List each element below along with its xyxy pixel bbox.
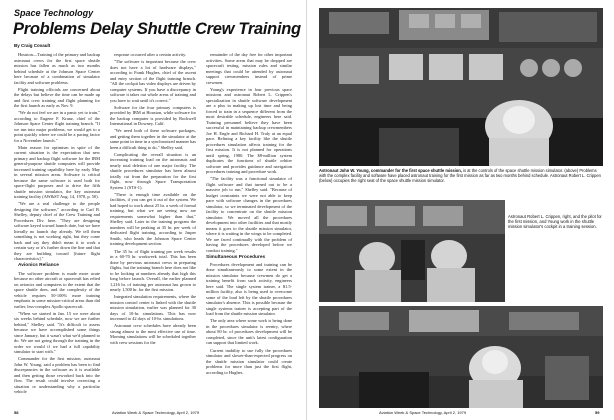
article-column-3 [206,52,292,397]
page-footer: Aviation Week & Space Technology, April 2, 1979 [379,410,467,415]
caption-lead: Astronaut John W. Young, commander for the first space shuttle mission, [319,168,462,173]
paragraph: response occurred after a certain activity. [114,52,187,57]
paragraph: "When we started in Jan. 15 we were about six weeks behind schedule, now we are further behind," Shelley said. "It's difficult to assess because we have accomplished some things since January, but it wasn't what we'd planned to do. We are not going through the training in the order we would if we had a full capability simulator to start with." [14,310,100,355]
caption-body: is at the controls of the space shuttle mission simulator. (above) Problems with the complex facility and software have placed astronaut training for the first mission as far as two months behind schedule. Astronaut Robert L. Crippen (below) occupies the right seat of the space shuttle mission simulator. [319,168,601,184]
paragraph: Astronaut crew schedules have already been strung almost to the most effective use of time. Morning simulations will be scheduled together with crew sessions for the [110,323,196,345]
paragraph: Current inability to use fully the procedures simulator and slower-than-expected progress on the shuttle mission simulator could create problems for more than just the first flight, according to Hughes. [206,347,292,375]
paragraph: Young's experience in four previous space missions and astronaut Robert L. Crippen's specialization in shuttle software development are a plus in making up lost time and being forced to train in a sequence different from the most desirable schedule, engineers here said. Training personnel believe they have been successful in maintaining backup crewmembers Joe H. Engle and Richard H. Truly at an equal pace. Refining a key facility like the shuttle procedures simulation affects training for the first mission. It is not planned for operations until spring, 1980. The $8-million system duplicates the functions of shuttle orbiter software and provides guidance and navigation procedures training and procedure work. [206,86,292,175]
paragraph: Integrated simulation requirements, where the mission control center is linked with the shuttle mission simulation, earlier was planned for 30 days of 10-hr. simulations. This has now increased to 42 days of 10-hr. simulations. [110,294,196,322]
subhead: Simultaneous Procedures [206,254,266,260]
paragraph: Procedures development and training can be done simultaneously to some extent in the mission simulator because crewmen do get a training benefit from such activity, engineers here said. The single system trainer, a $1.5-million facility, also is being used to overcome some of the load left by the shuttle procedures simulator's absence. This is possible because the single systems trainer is accepting part of the load from the shuttle mission simulator. [206,261,292,317]
paragraph: "We do not feel we are in a panic yet to train," according to Eugene F. Kranz, chief of the Johnson Space Center flight training branch. "If we run into major problems, we would get to a point quickly where we could be a pacing factor for a November launch." [14,110,100,143]
paragraph: Flight training officials are concerned about the delays but believe the time can be made up and first crew training and flight planning for the first launch as early as Nov. 9. [14,86,100,109]
paragraph: "There is enough time available on the facilities, if you can get it out of the system. We had hoped to work about 25 hr. a week of formal training, but what we are seeing now are requirements somewhat higher than that," Shelley said. Later in the training program the numbers will be peaking at 35 hr. per week of dedicated flight training, according to Jasper Smith, who heads the Johnson Space Center training development section. [110,191,196,247]
cockpit-photo-illustration [319,8,603,166]
paragraph: Commander for the first mission, astronaut John W. Young, said a problem has been to find discrepancies in the software as it is available and then getting those reworked back into the flow. The result could involve correcting a situation or understanding why a particular vehicle [14,356,100,395]
paragraph: "The software is important because the crew does not have a lot of hardware displays," according to Frank Hughes, chief of the ascent and entry section of the flight training branch. "All the cockpit has video displays are driven by computer systems. If you have a discrepancy in software it takes out whole areas of training and you have to wait until it's correct." [110,59,196,103]
main-photo-caption [319,168,603,183]
paragraph: Main reason for optimism in spite of the current situation is the expectation that new primary and backup flight software for the IBM general-purpose shuttle computers will provide increased training capability here by early May in several mission areas. Software is critical because the same software is used both for space-flight purposes and to drive the fifth shuttle mission simulator, the key astronaut training facility (AW&ST Aug. 14, 1978, p. 50). [14,144,100,200]
paragraph: Complicating the overall situation is an increasing training load on the astronauts and nearly total deletion of one major facility. The shuttle procedures simulator has been almost totally cut from the preparation for the first flight, now through Space Transportation System 1 (STS-1). [110,151,196,190]
paragraph: Software for the four primary computers is provided by IBM at Houston, while software for the backup computer is provided by Rockwell International in Downey, Calif. [110,104,196,127]
paragraph: remainder of the day free for other important activities. Some areas that may be dropped are spacecraft testing, mission rules and similar meetings that could be attended by astronaut support crewmembers instead of prime crewmen. [206,52,292,85]
page-footer: Aviation Week & Space Technology, April 2, 1979 [112,410,200,415]
simulator-photo [319,306,603,408]
paragraph: The only area where some work is being done in the procedures simulator is reentry, where about 80 hr. of procedures development will be completed, since the unit's latest configuration can support that limited work. [206,318,292,346]
paragraph: The 35 hr. of flight training per week results in a 60-70 hr. workweek total. This has been done by previous astronaut crews in preparing flights, but the training branch here does not like to be looking at numbers already that high this long before launch. Overall, the earlier planned 1,216 hr. of training per astronaut has grown to nearly 1,500 hr. for the first mission. [110,248,196,293]
cockpit-photo [319,8,603,166]
simulator-photo-illustration [319,306,603,408]
section-label: Space Technology [14,8,94,18]
article-column-1 [14,52,100,397]
astronauts-photo [319,200,505,302]
article-column-2 [110,52,196,397]
paragraph: "The facility was a functional simulator of flight software and that turned out to be a massive job to run," Shelley said. "Because of budget constraints we were not able to keep pace with software changes in the procedures simulator, so we terminated development of the facility to concentrate on the shuttle mission simulator. We moved all the procedures development into other facilities and that mostly means it goes to the shuttle mission simulator, where it is waiting in the wings to be completed. We are faced continually with the problem of having the procedures developed before we conduct training." [206,176,292,253]
headline: Problems Delay Shuttle Crew Training [13,20,301,38]
paragraph: "We need both of these software packages, and getting them together in the simulator at the same point in time in a synchronized manner has been a difficult thing to do," Shelley said. [110,128,196,150]
page-number: 58 [14,410,19,415]
paragraph: The software problem is made more acute because no other aircraft or spacecraft has relied on avionics and computers to the extent that the space shuttle does, and the complexity of the vehicle requires 50-100% more training emphasis in some mission-critical areas than did earlier, less-complex Apollo spacecraft. [14,270,100,309]
byline: By Craig Covault [14,43,51,48]
paragraph: Houston—Training of the primary and backup astronaut crews for the first space shuttle mission has fallen as much as two months behind schedule at the Johnson Space Center here because of a combination of simulator facility and software problems. [14,52,100,85]
paragraph: "We are a real challenge to the people designing the software," according to Carl B. Shelley, deputy chief of the Crew Training and Procedures Div. here. "They are designing software keyed toward launch date, but we have literally no launch day already. We tell them something is not working right, but they come back and say they didn't mean it to work a certain way or it's further down the line and that they are building toward [future flight characteristics]." [14,201,100,262]
right-page [307,0,614,420]
side-photo-caption: Astronaut Robert L. Crippen, right, and the pilot for the first mission, and Young work in the shuttle mission simulator's cockpit in a training session. [508,214,602,230]
astronauts-photo-illustration [319,200,505,302]
page-number: 59 [595,410,600,415]
subhead: Avionics Reliance [18,263,59,269]
